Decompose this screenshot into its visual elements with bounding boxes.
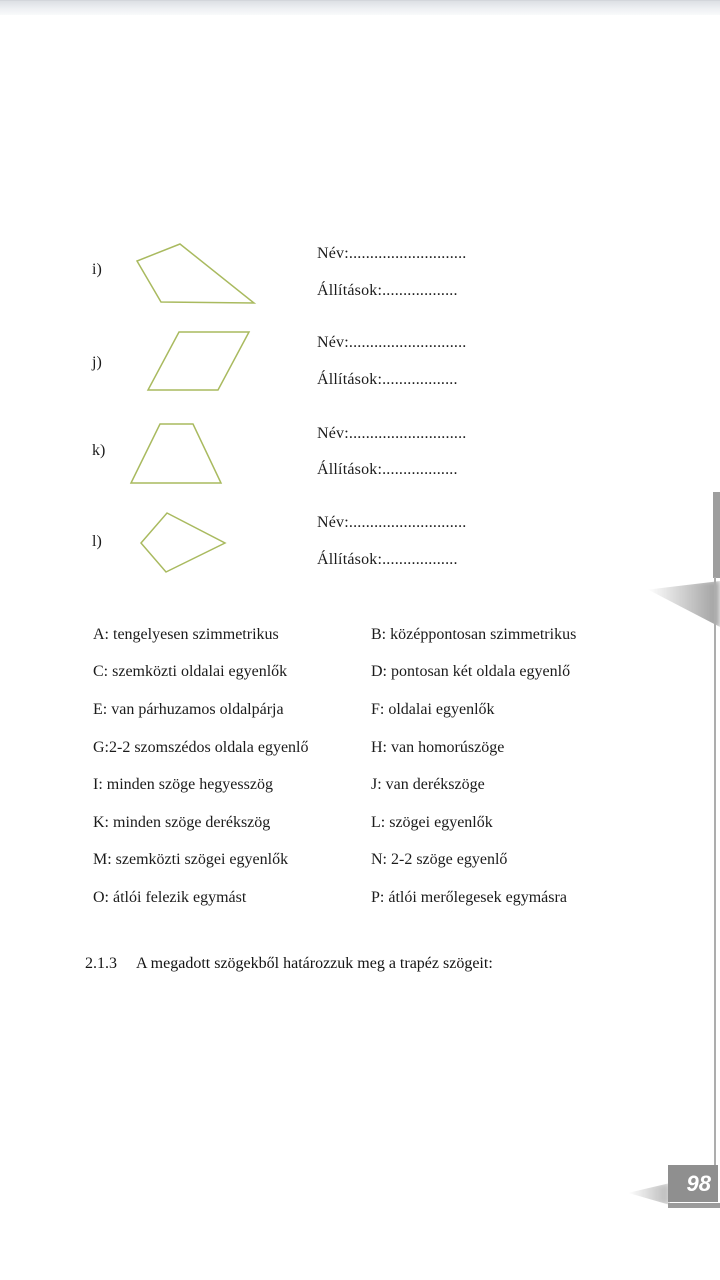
- figure-label-l: l): [92, 533, 102, 550]
- section-title: A megadott szögekből határozzuk meg a trapéz szögeit:: [136, 955, 493, 972]
- statement-g: G:2-2 szomszédos oldala egyenlő: [93, 739, 309, 756]
- page-number-underline: [668, 1203, 720, 1208]
- statement-a: A: tengelyesen szimmetrikus: [93, 626, 279, 643]
- section-number: 2.1.3: [85, 955, 117, 972]
- kite-l-shape: [141, 513, 225, 572]
- statement-o: O: átlói felezik egymást: [93, 889, 247, 906]
- name-line-i: Név:............................: [317, 245, 467, 262]
- figure-label-j: j): [92, 354, 102, 371]
- statement-f: F: oldalai egyenlők: [371, 701, 495, 718]
- statement-c: C: szemközti oldalai egyenlők: [93, 663, 288, 680]
- trapezoid-k: [125, 415, 235, 490]
- page-edge-rule: [714, 577, 716, 1166]
- app-toolbar-edge: [0, 0, 720, 15]
- page-number-badge: 98: [668, 1165, 718, 1202]
- statement-m: M: szemközti szögei egyenlők: [93, 851, 289, 868]
- figure-label-i: i): [92, 261, 102, 278]
- parallelogram-j-shape: [148, 332, 249, 390]
- scrollbar-thumb[interactable]: [713, 492, 720, 578]
- name-line-k: Név:............................: [317, 425, 467, 442]
- statement-j: J: van derékszöge: [371, 776, 485, 793]
- statements-line-k: Állítások:..................: [317, 461, 458, 478]
- statement-k: K: minden szöge derékszög: [93, 814, 271, 831]
- name-line-j: Név:............................: [317, 334, 467, 351]
- quadrilateral-i-shape: [137, 244, 254, 303]
- statement-p: P: átlói merőlegesek egymásra: [371, 889, 567, 906]
- section-heading: [85, 955, 493, 973]
- statements-line-l: Állítások:..................: [317, 551, 458, 568]
- trapezoid-k-shape: [131, 424, 221, 483]
- statement-e: E: van párhuzamos oldalpárja: [93, 701, 284, 718]
- statement-d: D: pontosan két oldala egyenlő: [371, 663, 571, 680]
- figure-label-k: k): [92, 442, 106, 459]
- statement-h: H: van homorúszöge: [371, 739, 505, 756]
- statement-n: N: 2-2 szöge egyenlő: [371, 851, 508, 868]
- page-number-shadow: [628, 1183, 670, 1205]
- statements-line-i: Állítások:..................: [317, 282, 458, 299]
- statement-i: I: minden szöge hegyesszög: [93, 776, 273, 793]
- page-curl-shadow: [648, 580, 720, 628]
- quadrilateral-i: [125, 235, 265, 310]
- kite-l: [133, 505, 233, 580]
- statement-b: B: középpontosan szimmetrikus: [371, 626, 577, 643]
- statement-l: L: szögei egyenlők: [371, 814, 493, 831]
- parallelogram-j: [140, 325, 260, 395]
- statements-line-j: Állítások:..................: [317, 371, 458, 388]
- name-line-l: Név:............................: [317, 514, 467, 531]
